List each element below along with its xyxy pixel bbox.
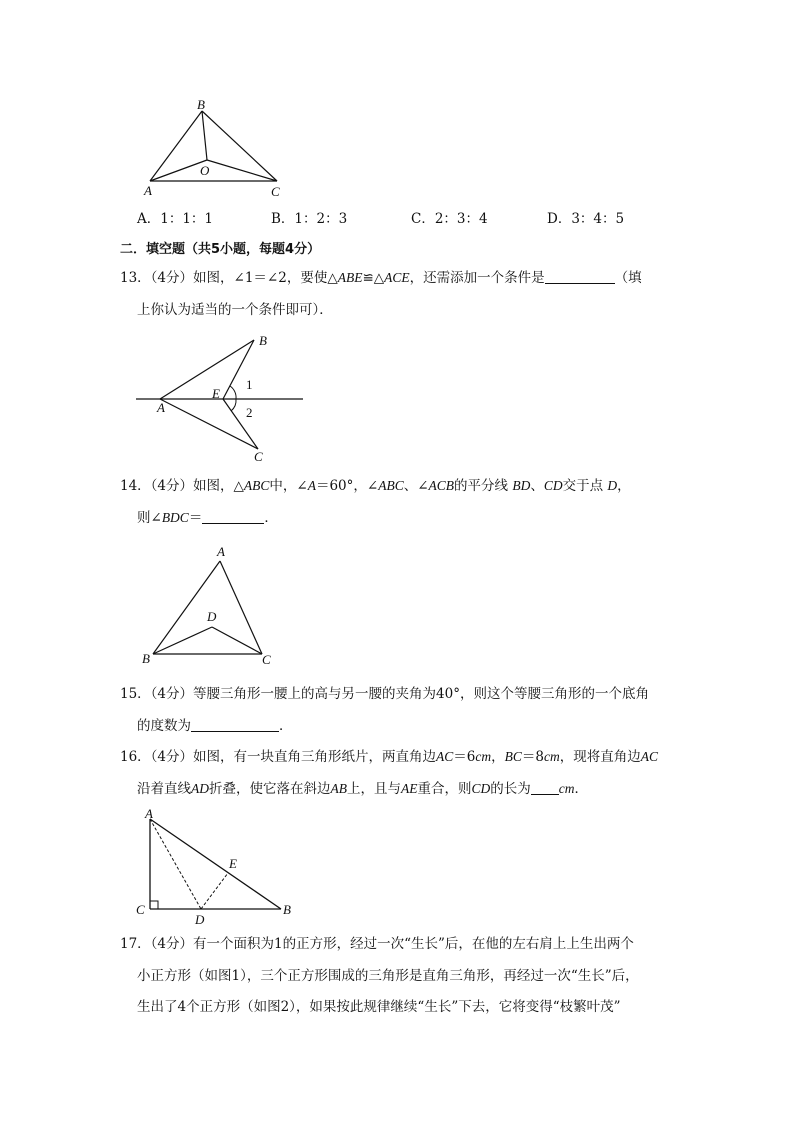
q16-l2c: 上，且与 [347,781,401,797]
q16-ab: AB [330,781,347,796]
q16-cd: CD [471,781,491,796]
label-b: B [283,902,291,917]
line-bo [202,111,207,160]
line-ab [160,340,254,399]
label-b: B [142,651,150,666]
label-1: 1 [246,377,253,392]
q13-text2: ，还需添加一个条件是 [409,270,545,286]
q16-cm1: cm [475,749,492,764]
line-de-dashed [201,873,228,909]
line-ao [150,160,210,181]
q14-a: A [307,478,316,493]
q14-bd: BD [512,478,531,493]
q16-t3: ， [491,749,505,765]
line-ab [150,819,281,909]
line-bc [202,111,277,181]
q15-line2 [137,716,293,736]
q14-l2c: ． [264,510,278,526]
label-a: A [144,183,152,198]
line-ac [220,561,262,654]
label-c: C [136,902,145,917]
q16-cm2: cm [544,749,560,764]
angle-2-arc [231,399,236,411]
q16-l2e: 的长为 [490,781,531,797]
label-d: D [195,912,205,927]
choice-b: B．1：2：3 [271,211,348,227]
choice-d: D．3：4：5 [547,211,625,227]
q14-figure-svg [140,544,280,669]
q17-line1: 17．（4分）有一个面积为1的正方形，经过一次“生长”后，在他的左右肩上上生出两个 [120,936,634,952]
label-b: B [259,333,267,348]
q14-bdc: BDC [161,510,189,525]
q16-t5: ，现将直角边 [559,749,641,765]
q14-t1: 中，∠ [269,478,308,494]
q14-figure [140,544,280,669]
q14-acb: ACB [428,478,455,493]
line-cd [212,627,262,654]
q16-ae: AE [401,781,418,796]
q15-line1: 15．（4分）等腰三角形一腰上的高与另一腰的夹角为40°，则这个等腰三角形的一个底角 [120,686,649,702]
q16-line2 [137,779,588,799]
q16-ac: AC [436,749,454,764]
q16-bc: BC [504,749,522,764]
q13-ace: ACE [384,270,410,285]
q13-figure [136,332,306,467]
q12-triangle-figure [140,98,290,198]
label-e: E [229,856,237,871]
q16-t2: ＝6 [453,749,476,765]
label-a: A [157,400,165,415]
q14-answer-blank[interactable] [202,509,264,524]
q16-ad: AD [191,781,209,796]
q13-text3: （填 [614,270,642,286]
choice-a: A．1：1：1 [137,211,214,227]
line-ad-dashed [150,819,201,909]
label-c: C [271,184,280,199]
q16-l2d: 重合，则 [417,781,472,797]
q13-cong: ≌△ [362,270,385,286]
q16-figure [135,806,305,927]
q14-cd: CD [543,478,563,493]
q12-triangle-svg [140,98,290,198]
q16-cm3: cm [558,781,575,796]
q14-abc: ABC [243,478,270,493]
q16-l2a: 沿着直线 [137,781,191,797]
line-ab [153,561,220,654]
q16-figure-svg [135,806,305,921]
q14-line1 [120,476,631,496]
q16-t1: 16．（4分）如图，有一块直角三角形纸片，两直角边 [120,749,437,765]
q14-t3: 、∠ [403,478,429,494]
q14-t7: ， [617,478,631,494]
q15-l2a: 的度数为 [137,718,191,734]
q14-l2b: ＝ [188,510,203,526]
q16-l2b: 折叠，使它落在斜边 [209,781,331,797]
q13-text: ∠1＝∠2，要使△ [233,270,338,286]
q16-ac2: AC [640,749,659,764]
line-ba [150,111,202,181]
q14-t5: 、 [530,478,544,494]
q16-line1 [120,747,658,767]
label-c: C [254,449,263,464]
label-a: A [217,544,225,559]
line-ec [223,399,258,449]
q13-answer-blank[interactable] [545,269,615,284]
q14-l2a: 则∠ [137,510,162,526]
q14-d: D [607,478,618,493]
q13-number: 13．（4分）如图， [120,270,234,286]
q15-l2b: ． [279,718,293,734]
right-angle-mark [150,901,158,909]
label-o: O [200,163,210,178]
line-ac [160,399,258,449]
label-a: A [145,806,153,821]
angle-1-arc [230,386,236,399]
q14-line2 [137,508,278,528]
q14-number: 14．（4分）如图，△ [120,478,244,494]
label-c: C [262,652,271,667]
label-e: E [212,386,220,401]
q13-abe: ABE [337,270,363,285]
label-2: 2 [246,405,253,420]
q14-t4: 的平分线 [454,478,509,494]
q13-line1 [120,268,642,288]
q17-line3: 生出了4个正方形（如图2），如果按此规律继续“生长”下去，它将变得“枝繁叶茂” [137,999,621,1015]
line-bd [153,627,212,654]
q16-l2f: ． [574,781,589,797]
q16-t4: ＝8 [521,749,544,765]
q17-line2: 小正方形（如图1），三个正方形围成的三角形是直角三角形，再经过一次“生长”后， [137,968,639,984]
q14-abc2: ABC [378,478,404,493]
q15-answer-blank[interactable] [191,717,279,732]
q16-answer-blank[interactable] [531,780,559,795]
q14-t6: 交于点 [562,478,604,494]
label-b: B [197,97,205,112]
q14-t2: ＝60°，∠ [315,478,379,494]
label-d: D [207,609,217,624]
q13-line2: 上你认为适当的一个条件即可）． [137,302,333,318]
section-title: 二．填空题（共5小题，每题4分） [120,242,321,257]
choice-c: C．2：3：4 [411,211,488,227]
